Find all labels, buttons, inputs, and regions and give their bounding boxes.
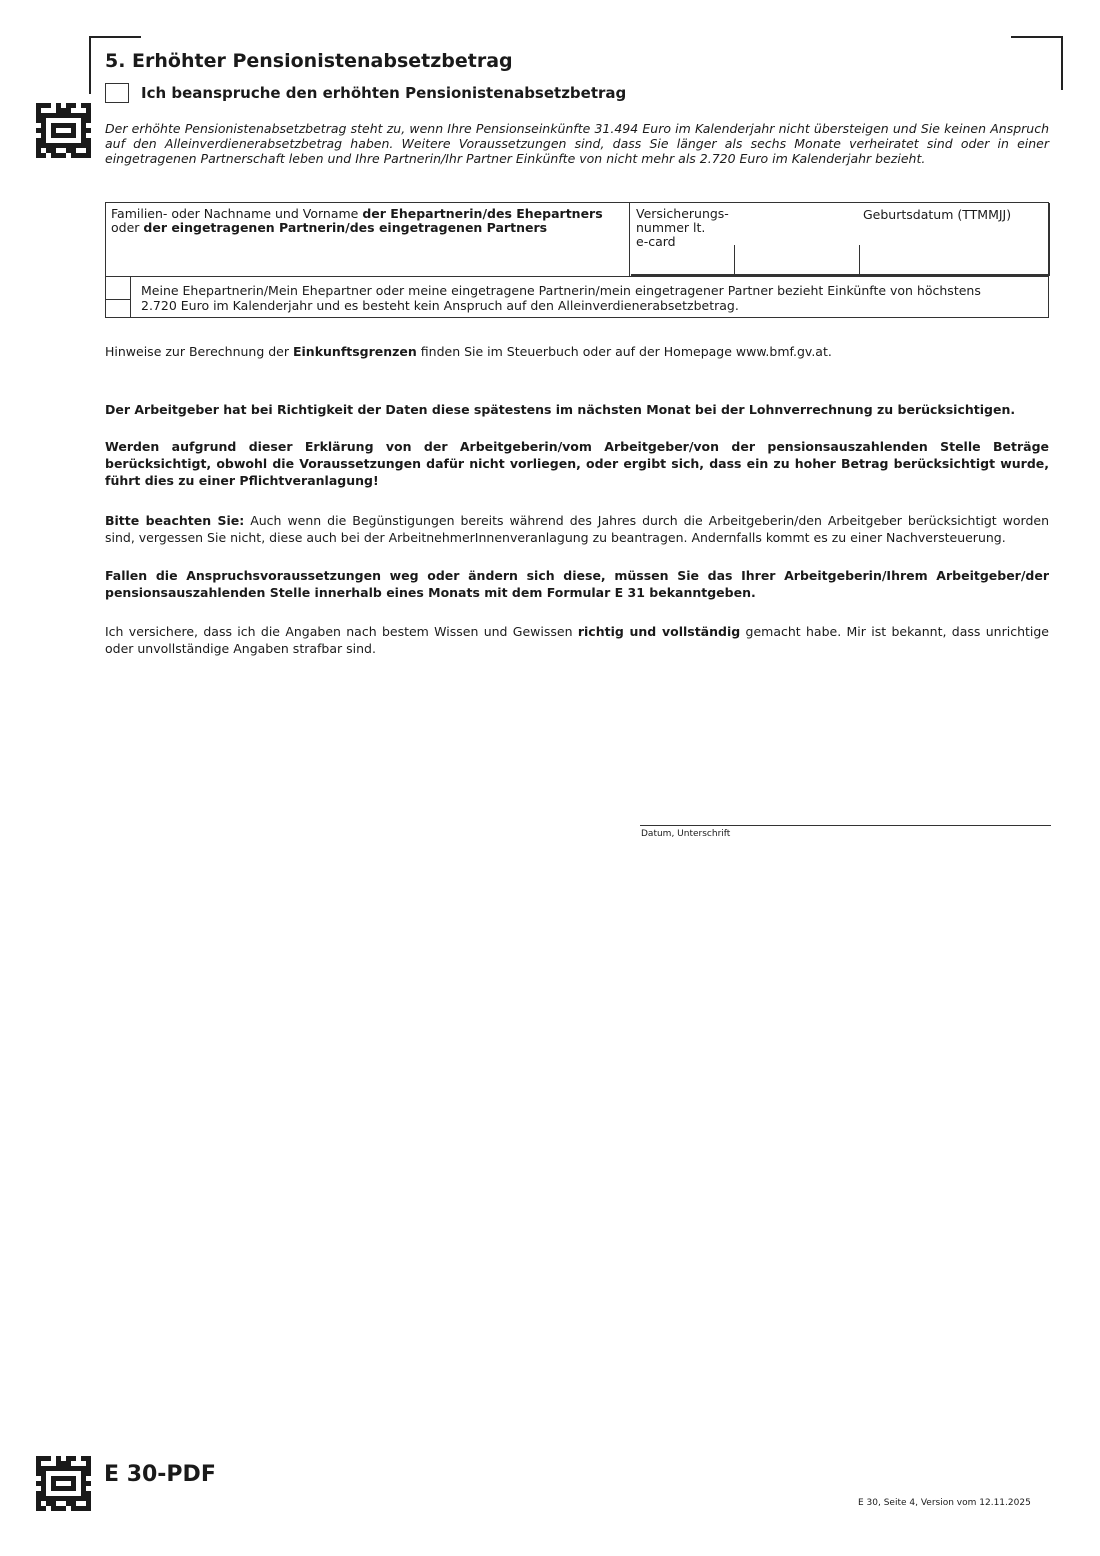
name-header-text-2: oder [111,220,144,235]
statement-line: Meine Ehepartnerin/Mein Ehepartner oder meine eingetragene Partnerin/mein eingetragener Partner bezieht Einkünfte von höchstens [141,283,981,298]
table-divider [106,276,1048,277]
name-header-bold: der Ehepartnerin/des Ehepartners [362,206,603,221]
signature-field[interactable] [640,825,1051,826]
section-title: 5. Erhöhter Pensionistenabsetzbetrag [105,50,513,72]
sv-header-line: Versicherungs- [636,206,729,221]
hint-text: finden Sie im Steuerbuch oder auf der Homepage www.bmf.gv.at. [416,344,832,359]
hint-text: Hinweise zur Berechnung der [105,344,293,359]
income-limits-hint [105,343,1049,360]
claim-row [105,83,626,103]
partner-name-field[interactable] [106,203,630,276]
name-header-text: Familien- oder Nachname und Vorname [111,206,363,221]
changes-notice: Fallen die Anspruchsvoraussetzungen weg oder ändern sich diese, müssen Sie das Ihrer Arbeitgeberin/Ihrem Arbeitgeber/der pensionsauszahlenden Stelle innerhalb eines Monats mit dem Formular E 31 bekanntgeben. [105,568,1049,600]
attention-notice [105,512,1049,546]
form-code: E 30-PDF [104,1462,216,1487]
attention-text: Auch wenn die Begünstigungen bereits während des Jahres durch die Arbeitgeberin/den Arbeitgeber berücksichtigt worden sind, vergessen Sie nicht, diese auch bei der ArbeitnehmerInnenveranlagung zu beantragen. Andernfalls kommt es zu einer Nachversteuerung. [105,513,1049,545]
sv-header-line: nummer lt. [636,220,706,235]
penalty-notice: Werden aufgrund dieser Erklärung von der Arbeitgeberin/vom Arbeitgeber/von der pensionsauszahlenden Stelle Beträge berücksichtigt, obwohl die Voraussetzungen dafür nicht vorliegen, oder ergibt sich, dass ein zu hoher Betrag berücksichtigt wurde, führt dies zu einer Pflichtveranlagung! [105,439,1049,488]
assurance-text [105,623,1049,657]
assurance-part: gemacht habe. Mir ist bekannt, dass unrichtige oder unvollständige Angaben strafbar sind. [105,624,1049,656]
intro-text: Der erhöhte Pensionistenabsetzbetrag steht zu, wenn Ihre Pensionseinkünfte 31.494 Euro im Kalenderjahr nicht übersteigen und Sie keinen Anspruch auf den Alleinverdienerabsetzbetrag haben. Weitere Voraussetzungen sind, dass Sie länger als sechs Monate verheiratet sind oder in einer eingetragenen Partnerschaft leben und Ihre Partnerin/Ihr Partner Einkünfte von nicht mehr als 2.720 Euro im Kalenderjahr bezieht. [105,121,1049,166]
field-divider [859,245,860,276]
barcode-icon [36,1456,91,1511]
field-divider [734,245,735,276]
birthdate-header: Geburtsdatum (TTMMJJ) [863,207,1012,222]
corner-mark-right [1011,36,1063,90]
partner-table [105,202,1049,318]
attention-bold: Bitte beachten Sie: [105,513,245,528]
sv-number-header [636,207,729,249]
hint-bold: Einkunftsgrenzen [292,344,417,359]
income-checkbox[interactable] [106,299,131,318]
claim-label: Ich beanspruche den erhöhten Pensionistenabsetzbetrag [141,84,627,102]
page-version-info: E 30, Seite 4, Version vom 12.11.2025 [858,1498,1031,1508]
employer-notice: Der Arbeitgeber hat bei Richtigkeit der Daten diese spätestens im nächsten Monat bei der Lohnverrechnung zu berücksichtigen. [105,402,1016,417]
name-header-bold-2: der eingetragenen Partnerin/des eingetragenen Partners [143,220,548,235]
income-statement [141,283,1041,313]
barcode-icon [36,103,91,158]
claim-checkbox[interactable] [105,83,129,103]
signature-label: Datum, Unterschrift [641,829,731,839]
assurance-part: Ich versichere, dass ich die Angaben nach bestem Wissen und Gewissen [105,624,578,639]
statement-line: 2.720 Euro im Kalenderjahr und es besteht kein Anspruch auf den Alleinverdienerabsetzbetrag. [141,298,739,313]
sv-header-line: e-card [636,234,676,249]
assurance-bold: richtig und vollständig [577,624,741,639]
checkbox-border [130,277,131,299]
